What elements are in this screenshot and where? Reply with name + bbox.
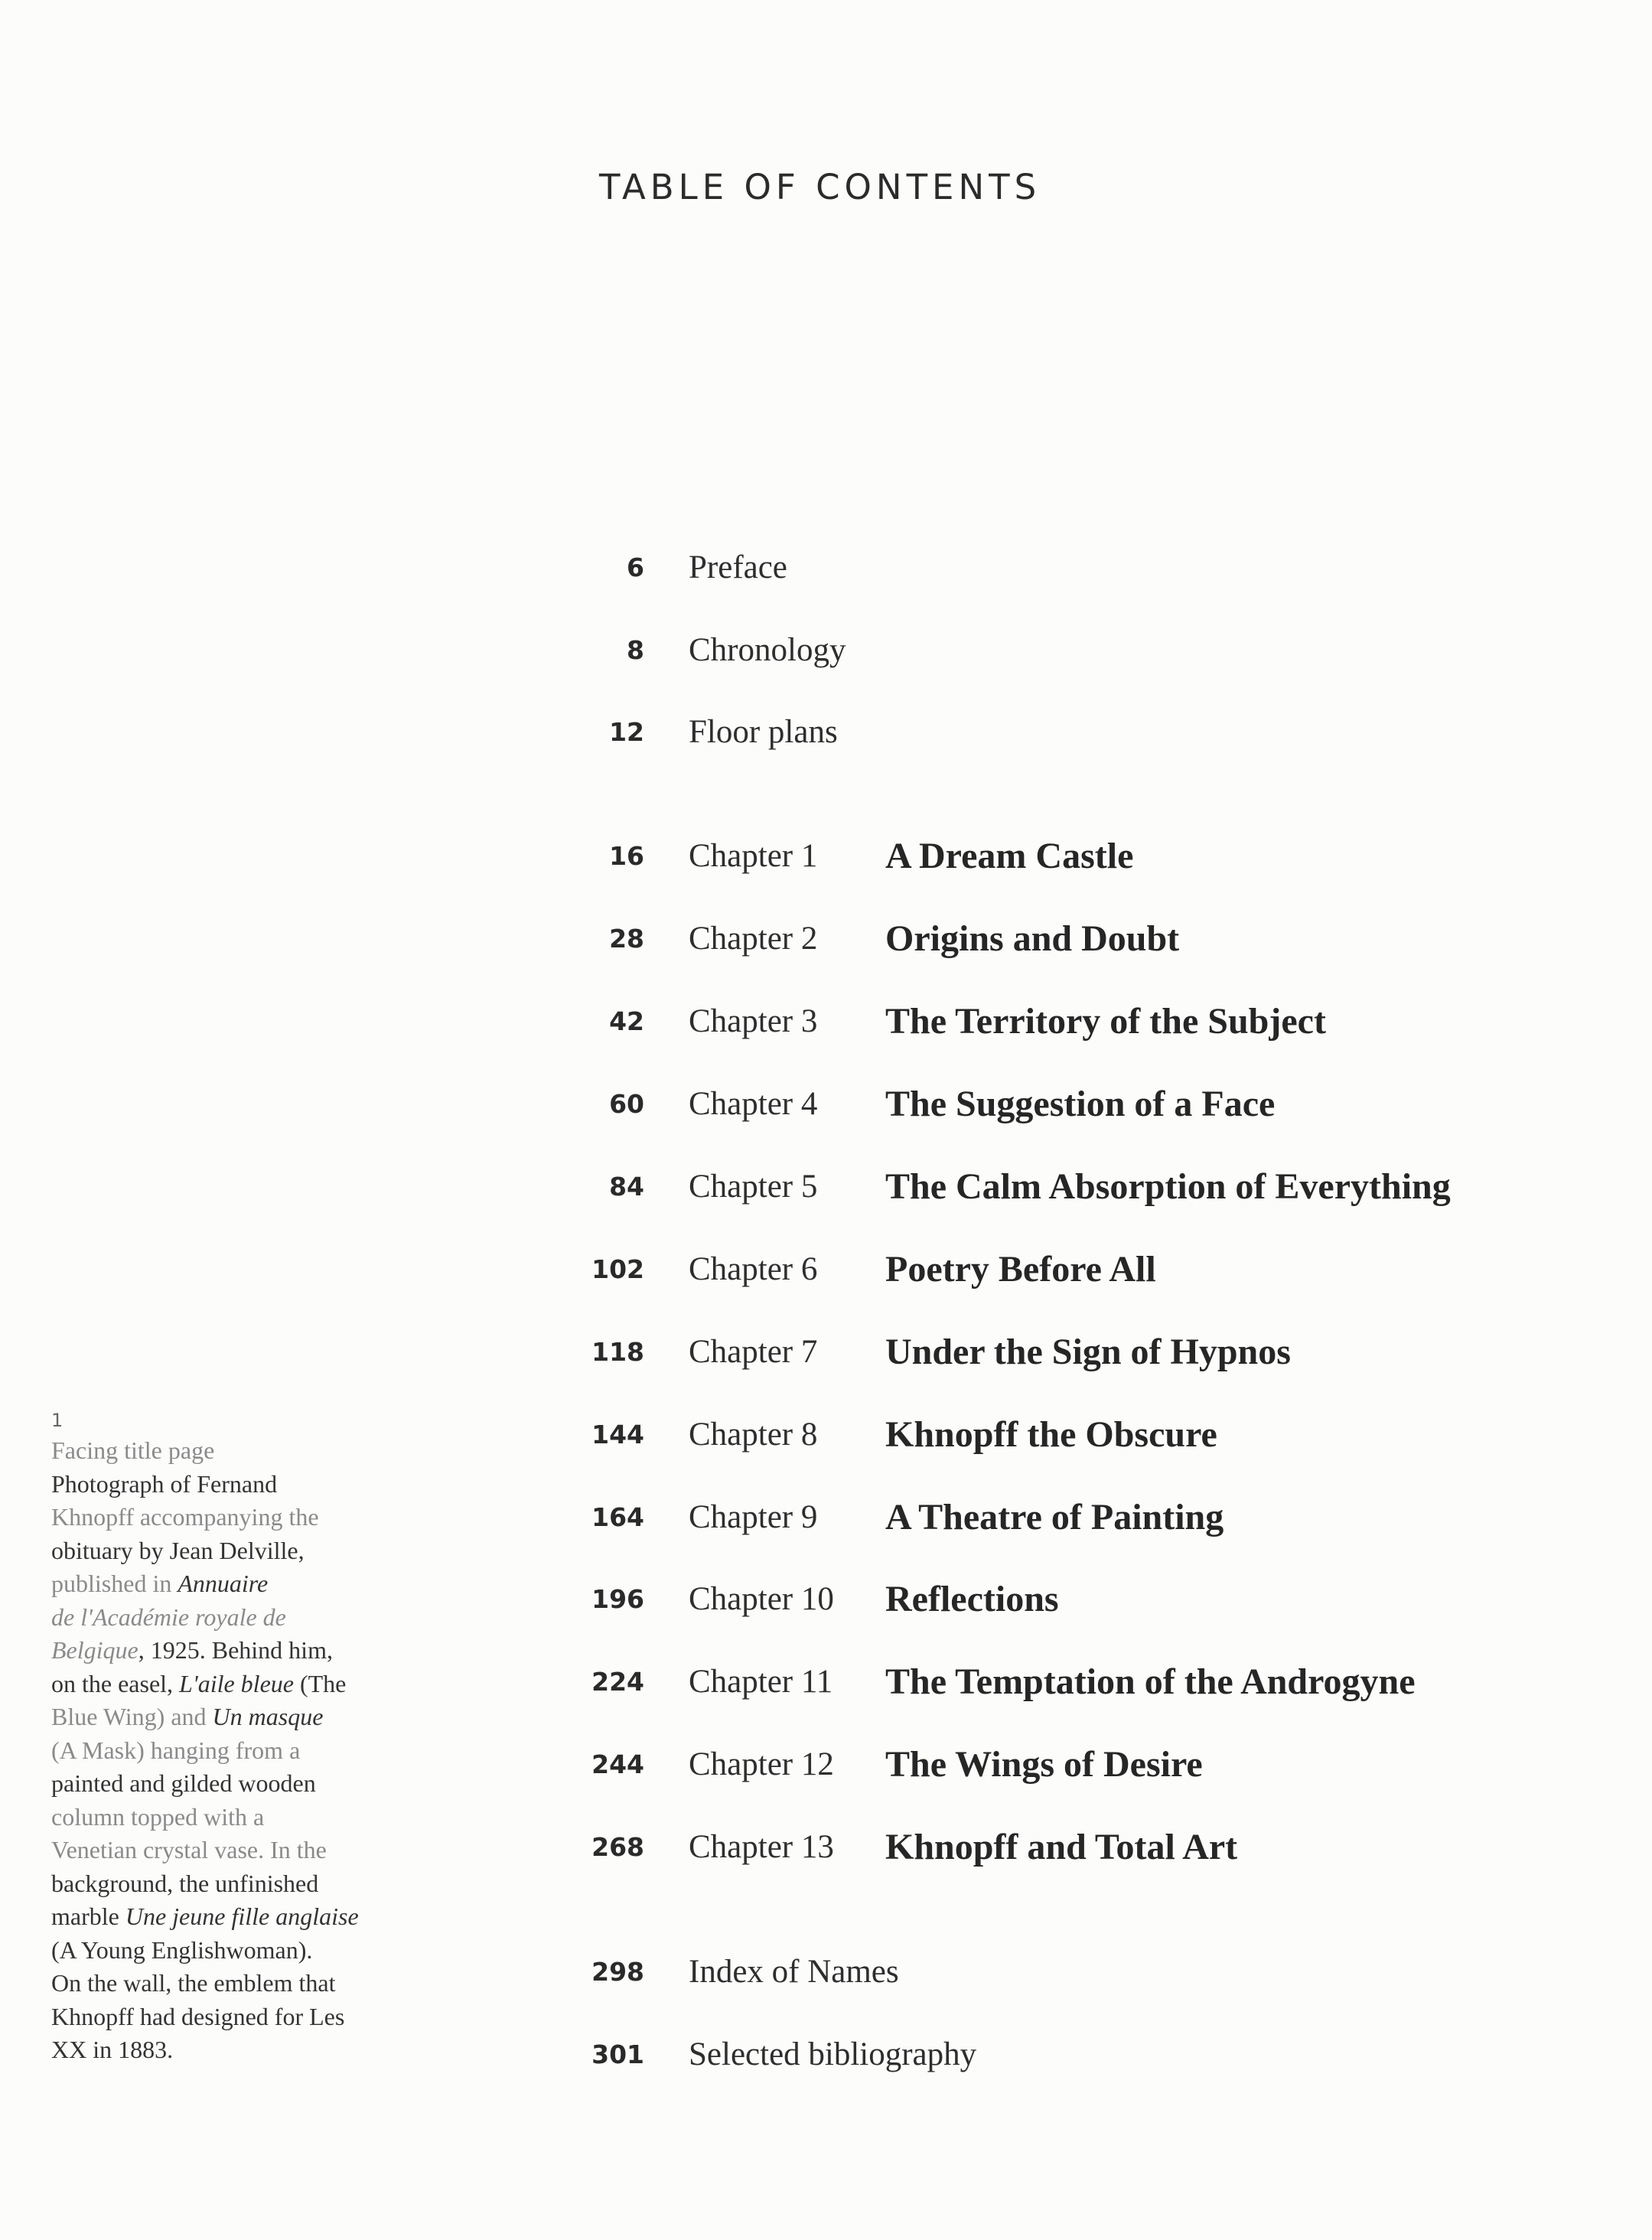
chapter-title: The Suggestion of a Face	[885, 1084, 1276, 1124]
chapter-title: The Calm Absorption of Everything	[885, 1166, 1451, 1207]
chapter-title: A Theatre of Painting	[885, 1497, 1224, 1537]
caption-line: Venetian crystal vase. In the	[51, 1836, 327, 1863]
page-number: 224	[591, 1667, 644, 1697]
caption-italic: L'aile bleue	[179, 1669, 294, 1697]
chapter-title: Reflections	[885, 1579, 1059, 1619]
toc-entry-chronology[interactable]	[0, 620, 1652, 681]
caption-line: background, the unfinished	[51, 1869, 319, 1897]
chapter-label: Chapter 13	[689, 1829, 834, 1865]
caption-line	[51, 1700, 411, 1734]
chapter-title: Under the Sign of Hypnos	[885, 1332, 1291, 1372]
caption-italic: de l'Académie royale de	[51, 1603, 286, 1631]
entry-label: Preface	[689, 549, 787, 585]
figure-caption	[51, 1407, 411, 2067]
page-number: 144	[591, 1420, 644, 1449]
caption-line	[51, 1634, 411, 1668]
page-number: 8	[627, 635, 644, 665]
chapter-title: The Territory of the Subject	[885, 1001, 1326, 1042]
caption-line: Facing title page	[51, 1436, 215, 1464]
caption-text: marble	[51, 1903, 125, 1930]
caption-number: 1	[51, 1410, 64, 1431]
caption-line: XX in 1883.	[51, 2036, 174, 2063]
caption-italic: Un masque	[212, 1703, 324, 1730]
chapter-label: Chapter 9	[689, 1499, 818, 1535]
chapter-title: A Dream Castle	[885, 836, 1134, 876]
chapter-label: Chapter 6	[689, 1251, 818, 1287]
chapter-label: Chapter 12	[689, 1746, 834, 1782]
chapter-title: The Temptation of the Androgyne	[885, 1661, 1416, 1702]
chapter-label: Chapter 2	[689, 921, 818, 957]
entry-label: Index of Names	[689, 1954, 899, 1990]
page-number: 118	[591, 1337, 644, 1367]
caption-line: Khnopff accompanying the	[51, 1503, 319, 1531]
page-number: 196	[591, 1584, 644, 1614]
caption-line: Khnopff had designed for Les	[51, 2002, 345, 2030]
caption-line	[51, 1900, 411, 1934]
caption-line	[51, 1601, 411, 1635]
chapter-label: Chapter 10	[689, 1581, 834, 1617]
page-number: 301	[591, 2039, 644, 2069]
chapter-label: Chapter 4	[689, 1086, 818, 1122]
chapter-title: Khnopff and Total Art	[885, 1827, 1238, 1867]
toc-entry-chapter-1[interactable]	[0, 826, 1652, 887]
caption-line: On the wall, the emblem that	[51, 1969, 336, 1997]
caption-line: painted and gilded wooden	[51, 1769, 316, 1797]
caption-text: Blue Wing) and	[51, 1703, 213, 1730]
caption-text: published in	[51, 1570, 178, 1597]
caption-text: (The	[293, 1669, 347, 1697]
page-number: 244	[591, 1749, 644, 1779]
chapter-label: Chapter 3	[689, 1003, 818, 1039]
page-number: 102	[591, 1254, 644, 1284]
chapter-label: Chapter 7	[689, 1334, 818, 1370]
page-number: 84	[609, 1172, 644, 1202]
chapter-title: Poetry Before All	[885, 1249, 1156, 1290]
caption-italic: Belgique	[51, 1636, 138, 1664]
page-number: 60	[609, 1089, 644, 1119]
page-number: 42	[609, 1006, 644, 1036]
caption-line: column topped with a	[51, 1802, 265, 1831]
chapter-label: Chapter 8	[689, 1417, 818, 1453]
toc-entry-chapter-2[interactable]	[0, 908, 1652, 970]
chapter-title: The Wings of Desire	[885, 1744, 1203, 1785]
caption-line: Photograph of Fernand	[51, 1469, 278, 1498]
page-number: 164	[591, 1502, 644, 1532]
chapter-title: Khnopff the Obscure	[885, 1414, 1217, 1455]
caption-line: (A Young Englishwoman).	[51, 1935, 313, 1964]
caption-line	[51, 1567, 411, 1601]
caption-italic: Annuaire	[178, 1570, 269, 1597]
chapter-label: Chapter 11	[689, 1664, 833, 1700]
caption-italic: Une jeune fille anglaise	[125, 1903, 359, 1930]
toc-entry-chapter-5[interactable]	[0, 1156, 1652, 1218]
entry-label: Selected bibliography	[689, 2036, 977, 2072]
page-number: 28	[609, 924, 644, 954]
caption-line: obituary by Jean Delville,	[51, 1536, 305, 1564]
toc-entry-chapter-4[interactable]	[0, 1074, 1652, 1135]
page-number: 16	[609, 841, 644, 871]
caption-text: , 1925. Behind him,	[138, 1636, 333, 1664]
entry-label: Chronology	[689, 632, 846, 668]
page-number: 268	[591, 1832, 644, 1862]
page-number: 6	[627, 553, 644, 582]
chapter-label: Chapter 1	[689, 838, 818, 874]
toc-entry-floor-plans[interactable]	[0, 702, 1652, 763]
page-number: 12	[609, 717, 644, 747]
toc-entry-chapter-7[interactable]	[0, 1322, 1652, 1383]
entry-label: Floor plans	[689, 714, 838, 750]
chapter-label: Chapter 5	[689, 1169, 818, 1205]
caption-line	[51, 1668, 411, 1701]
caption-text: on the easel,	[51, 1669, 180, 1697]
toc-entry-chapter-3[interactable]	[0, 991, 1652, 1052]
page-number: 298	[591, 1957, 644, 1987]
caption-line: (A Mask) hanging from a	[51, 1736, 301, 1764]
page-title: TABLE OF CONTENTS	[599, 167, 1041, 207]
chapter-title: Origins and Doubt	[885, 918, 1180, 959]
toc-entry-preface[interactable]	[0, 537, 1652, 598]
toc-entry-chapter-6[interactable]	[0, 1239, 1652, 1300]
